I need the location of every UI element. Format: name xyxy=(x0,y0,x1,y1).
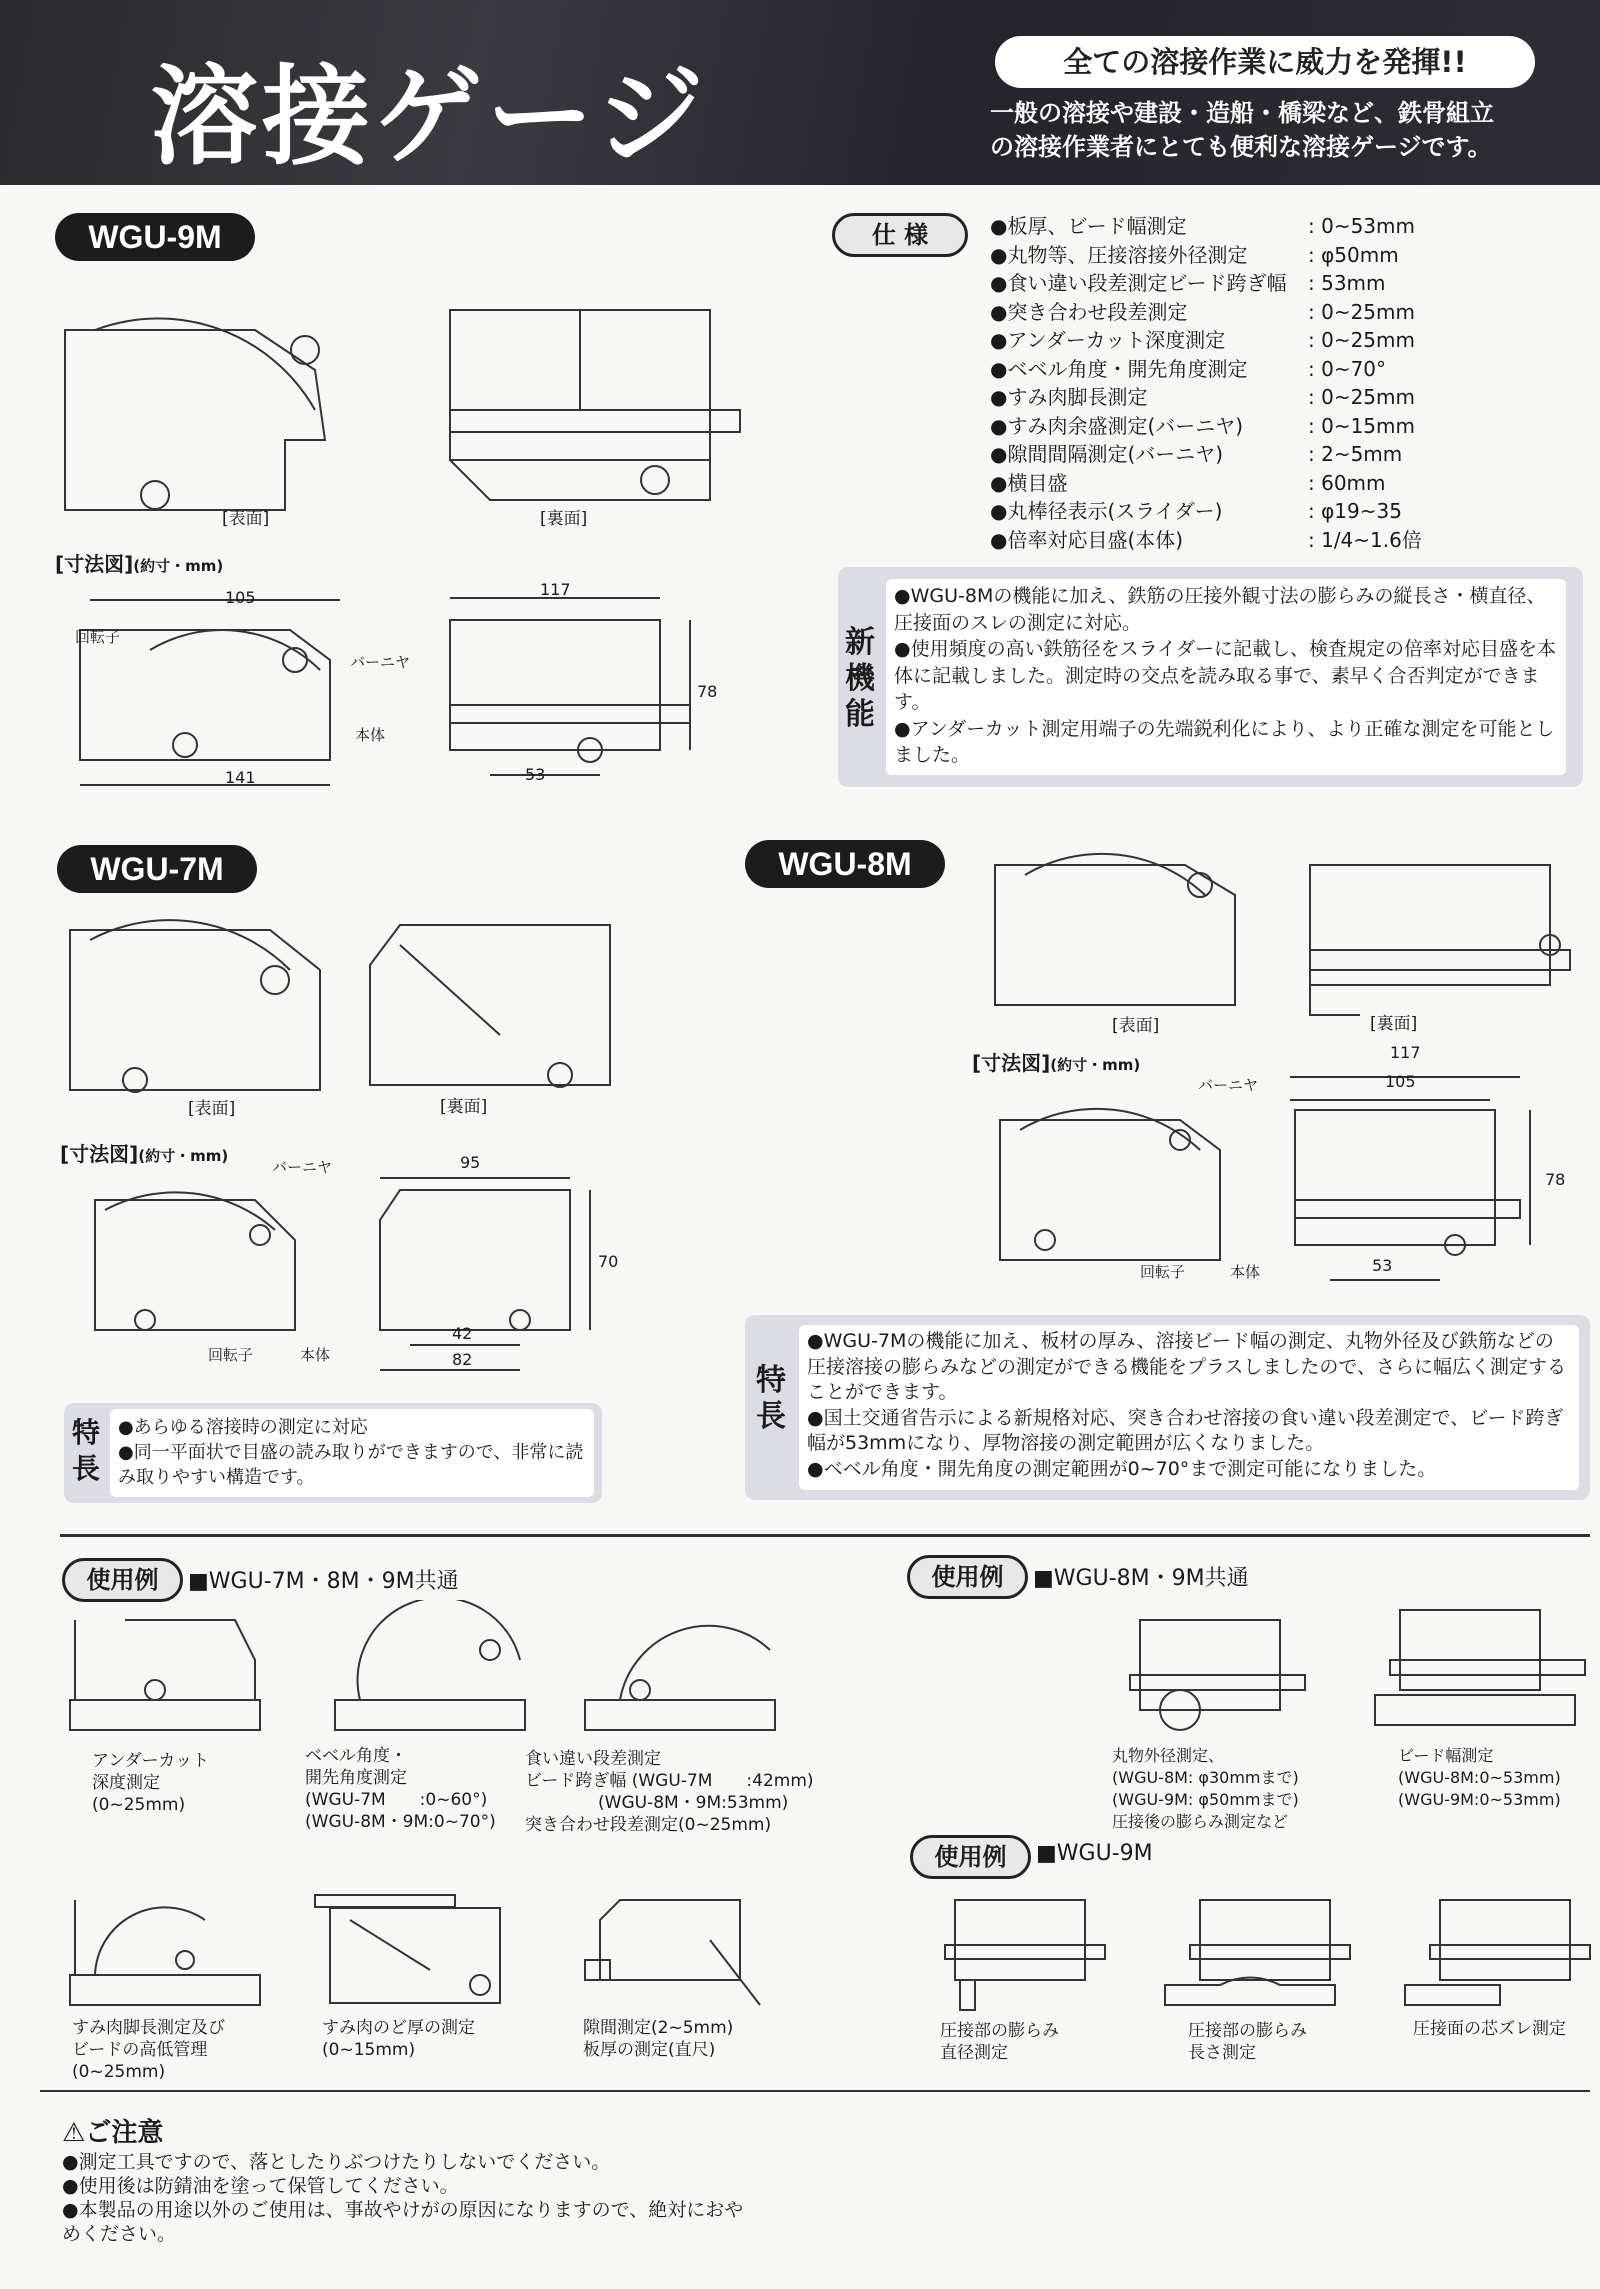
dim-height: 70 xyxy=(598,1252,619,1271)
usage-9m-title: 使用例 xyxy=(910,1835,1031,1879)
wgu9m-front-photo xyxy=(55,290,365,520)
wgu7m-front-photo xyxy=(60,910,330,1110)
caption-line: 深度測定 xyxy=(92,1773,160,1793)
spec-value: : 60mm xyxy=(1308,470,1386,495)
caption-line: (WGU-8M・9M:0~70°) xyxy=(305,1812,496,1832)
wgu9m-back-photo xyxy=(430,290,750,510)
part-rotor: 回転子 xyxy=(208,1346,254,1364)
caption-line: 直径測定 xyxy=(940,2043,1008,2063)
feature-item: ● あらゆる溶接時の測定に対応 xyxy=(118,1415,586,1440)
dim-outer-width: 117 xyxy=(1390,1043,1421,1062)
caution-list xyxy=(62,2150,762,2246)
dim-bottom: 53 xyxy=(1372,1256,1393,1275)
tagline: 全ての溶接作業に威力を発揮!! xyxy=(995,36,1535,88)
part-body: 本体 xyxy=(1230,1263,1261,1281)
feature-item: ● WGU-7Mの機能に加え、板材の厚み、溶接ビード幅の測定、丸物外径及び鉄筋などの圧接溶接の膨らみなどの測定ができる機能をプラスしましたので、さらに幅広く測定することができます。 xyxy=(807,1329,1571,1406)
part-vernier: バーニヤ xyxy=(1198,1076,1259,1094)
usage-9m-scope: ■WGU-9M xyxy=(1036,1841,1153,1866)
wgu9m-back-label: [裏面] xyxy=(540,509,588,529)
spec-label: ● 食い違い段差測定ビード跨ぎ幅 xyxy=(990,269,1308,298)
description-line: 一般の溶接や建設・造船・橋梁など、鉄骨組立 xyxy=(990,99,1494,127)
spec-row xyxy=(990,241,1422,270)
caption-line: ビード跨ぎ幅 (WGU-7M :42mm) xyxy=(525,1771,814,1791)
part-body: 本体 xyxy=(300,1346,331,1364)
caution-item: ● 使用後は防錆油を塗って保管してください。 xyxy=(62,2174,762,2198)
dim-width-bottom: 141 xyxy=(225,768,256,787)
features-title: 特長 xyxy=(71,1416,100,1485)
spec-label: ● 丸物等、圧接溶接外径測定 xyxy=(990,241,1308,270)
spec-value: : 0~15mm xyxy=(1308,413,1415,438)
spec-label: ● 突き合わせ段差測定 xyxy=(990,298,1308,327)
dim-title: [寸法図] xyxy=(55,552,134,576)
usage-caption xyxy=(322,2017,475,2061)
usage-gap-illustration xyxy=(580,1890,780,2010)
spec-value: : 0~25mm xyxy=(1308,299,1415,324)
spec-value: : 0~70° xyxy=(1308,356,1387,381)
spec-label: ● すみ肉余盛測定(バーニヤ) xyxy=(990,412,1308,441)
wgu8m-back-drawing xyxy=(1290,1065,1540,1295)
spec-row xyxy=(990,326,1422,355)
spec-row xyxy=(990,440,1422,469)
spec-label: ● 横目盛 xyxy=(990,469,1308,498)
spec-value: : 0~53mm xyxy=(1308,214,1415,238)
divider xyxy=(40,2090,1590,2092)
caption-line: 圧接面の芯ズレ測定 xyxy=(1413,2019,1566,2039)
usage-caption xyxy=(1112,1745,1299,1833)
spec-row xyxy=(990,355,1422,384)
model-badge-wgu7m: WGU-7M xyxy=(57,845,257,893)
caption-line: ベベル角度・ xyxy=(305,1746,407,1766)
feature-item: ● 同一平面状で目盛の読み取りができますので、非常に読み取りやすい構造です。 xyxy=(118,1440,586,1490)
usage-bulge-length-illustration xyxy=(1160,1885,1360,2015)
spec-list xyxy=(990,212,1422,554)
usage-fillet-throat-illustration xyxy=(310,1890,510,2010)
dim-inner-bottom: 42 xyxy=(452,1324,473,1343)
spec-label: ● ベベル角度・開先角度測定 xyxy=(990,355,1308,384)
wgu9m-front-drawing xyxy=(70,590,360,790)
wgu7m-dim-title xyxy=(60,1143,228,1166)
usage-caption xyxy=(1188,2020,1307,2064)
caption-line: ビードの高低管理 xyxy=(72,2040,208,2060)
spec-label: ● 板厚、ビード幅測定 xyxy=(990,212,1308,241)
caption-line: (0~25mm) xyxy=(92,1795,186,1815)
usage-8m9m-scope: ■WGU-8M・9M共通 xyxy=(1033,1566,1249,1591)
dim-unit: (約寸・mm) xyxy=(133,557,224,575)
caption-line: (WGU-7M :0~60°) xyxy=(305,1790,488,1810)
caution-heading xyxy=(62,2112,163,2149)
caution-item: ● 本製品の用途以外のご使用は、事故やけがの原因になりますので、絶対におやめください。 xyxy=(62,2198,762,2246)
part-vernier: バーニヤ xyxy=(350,653,411,671)
wgu8m-back-photo xyxy=(1300,845,1580,1020)
divider xyxy=(60,1534,1590,1537)
caption-line: (WGU-9M: φ50mmまで) xyxy=(1112,1790,1299,1809)
usage-outer-diameter-illustration xyxy=(1110,1600,1310,1740)
new-features-box xyxy=(838,567,1583,787)
spec-value: : 53mm xyxy=(1308,271,1386,295)
feature-item: ● 国土交通省告示による新規格対応、突き合わせ溶接の食い違い段差測定で、ビード跨ぎ幅が53mmになり、厚物溶接の測定範囲が広くなりました。 xyxy=(807,1406,1571,1457)
caption-line: 開先角度測定 xyxy=(305,1768,407,1788)
usage-bulge-diameter-illustration xyxy=(915,1885,1115,2015)
model-badge-wgu8m: WGU-8M xyxy=(745,840,945,888)
caption-line: 長さ測定 xyxy=(1188,2043,1256,2063)
caption-line: (WGU-8M・9M:53mm) xyxy=(598,1793,789,1813)
dim-back-width: 117 xyxy=(540,580,571,599)
dim-title: [寸法図] xyxy=(972,1051,1051,1075)
usage-caption xyxy=(1413,2018,1566,2040)
dim-width-top: 105 xyxy=(225,588,256,607)
spec-label: ● すみ肉脚長測定 xyxy=(990,383,1308,412)
spec-row xyxy=(990,383,1422,412)
caption-line: 突き合わせ段差測定(0~25mm) xyxy=(525,1815,772,1835)
usage-caption xyxy=(72,2017,225,2083)
feature-item: ● ベベル角度・開先角度の測定範囲が0~70°まで測定可能になりました。 xyxy=(807,1457,1571,1483)
wgu8m-front-drawing xyxy=(990,1100,1240,1270)
new-features-title: 新機能 xyxy=(845,625,875,732)
caption-line: アンダーカット xyxy=(92,1751,210,1771)
usage-8m9m-title: 使用例 xyxy=(907,1555,1028,1599)
new-feature-item: ● WGU-8Mの機能に加え、鉄筋の圧接外観寸法の膨らみの縦長さ・横直径、圧接面のスレの測定に対応。 xyxy=(894,583,1558,636)
part-body: 本体 xyxy=(355,726,386,744)
spec-title: 仕 様 xyxy=(832,213,968,257)
usage-bevel-illustration xyxy=(330,1600,530,1735)
usage-undercut-illustration xyxy=(65,1600,265,1735)
spec-value: : 1/4~1.6倍 xyxy=(1308,527,1422,552)
spec-row xyxy=(990,412,1422,441)
caption-line: 食い違い段差測定 xyxy=(525,1749,661,1769)
dim-back-bottom: 53 xyxy=(525,765,546,784)
wgu7m-front-label: [表面] xyxy=(188,1099,236,1119)
usage-misalignment-illustration xyxy=(580,1600,780,1735)
wgu7m-front-drawing xyxy=(85,1180,315,1340)
dim-unit: (約寸・mm) xyxy=(138,1147,229,1165)
usage-common-title: 使用例 xyxy=(62,1558,183,1602)
spec-value: : φ50mm xyxy=(1308,242,1399,267)
spec-label: ● 隙間間隔測定(バーニヤ) xyxy=(990,440,1308,469)
caution-title: ご注意 xyxy=(85,2118,164,2148)
caption-line: 圧接後の膨らみ測定など xyxy=(1112,1812,1289,1831)
spec-value: : 0~25mm xyxy=(1308,385,1415,409)
wgu8m-back-label: [裏面] xyxy=(1370,1014,1418,1034)
usage-caption xyxy=(583,2017,733,2061)
wgu7m-features-box xyxy=(64,1403,602,1503)
wgu9m-back-drawing xyxy=(440,590,720,790)
usage-caption xyxy=(305,1745,496,1833)
wgu8m-dim-title xyxy=(972,1052,1140,1075)
caption-line: (WGU-9M:0~53mm) xyxy=(1398,1790,1561,1809)
warning-icon: ⚠ xyxy=(62,2118,86,2148)
features-title: 特長 xyxy=(756,1363,786,1434)
caption-line: (0~25mm) xyxy=(72,2062,166,2082)
dim-bottom: 82 xyxy=(452,1350,473,1369)
caption-line: ビード幅測定 xyxy=(1398,1746,1494,1765)
usage-misalignment-9m-illustration xyxy=(1400,1885,1600,2015)
dim-width: 95 xyxy=(460,1153,481,1172)
usage-common-scope: ■WGU-7M・8M・9M共通 xyxy=(188,1569,459,1594)
spec-label: ● 倍率対応目盛(本体) xyxy=(990,526,1308,555)
wgu8m-front-photo xyxy=(985,845,1255,1020)
header-description xyxy=(990,96,1560,164)
usage-bead-width-illustration xyxy=(1370,1595,1590,1735)
wgu9m-dim-title xyxy=(55,553,223,576)
caption-line: 圧接部の膨らみ xyxy=(1188,2021,1307,2041)
spec-label: ● アンダーカット深度測定 xyxy=(990,326,1308,355)
page-title: 溶接ゲージ xyxy=(150,55,708,180)
wgu7m-back-photo xyxy=(360,905,630,1105)
spec-value: : φ19~35 xyxy=(1308,499,1402,523)
spec-value: : 0~25mm xyxy=(1308,328,1415,352)
part-rotor: 回転子 xyxy=(1140,1263,1186,1281)
usage-caption xyxy=(1398,1745,1561,1811)
wgu7m-back-label: [裏面] xyxy=(440,1097,488,1117)
new-feature-item: ● 使用頻度の高い鉄筋径をスライダーに記載し、検査規定の倍率対応目盛を本体に記載しました。測定時の交点を読み取る事で、素早く合否判定ができます。 xyxy=(894,636,1558,716)
description-line: の溶接作業者にとても便利な溶接ゲージです。 xyxy=(990,133,1492,161)
spec-row xyxy=(990,298,1422,327)
spec-row xyxy=(990,497,1422,526)
wgu8m-front-label: [表面] xyxy=(1112,1016,1160,1036)
wgu8m-features-box xyxy=(745,1315,1590,1500)
spec-row xyxy=(990,269,1422,298)
spec-row xyxy=(990,212,1422,241)
wgu7m-back-drawing xyxy=(370,1170,610,1380)
usage-caption xyxy=(940,2020,1059,2064)
spec-label: ● 丸棒径表示(スライダー) xyxy=(990,497,1308,526)
spec-value: : 2~5mm xyxy=(1308,442,1403,466)
model-badge-wgu9m: WGU-9M xyxy=(55,213,255,261)
wgu9m-front-label: [表面] xyxy=(222,509,270,529)
usage-caption xyxy=(92,1750,209,1816)
caption-line: (WGU-8M: φ30mmまで) xyxy=(1112,1768,1299,1787)
usage-caption xyxy=(525,1748,814,1836)
part-rotor: 回転子 xyxy=(75,628,121,646)
usage-fillet-leg-illustration xyxy=(65,1890,265,2010)
caption-line: 隙間測定(2~5mm) xyxy=(583,2018,734,2038)
caption-line: 圧接部の膨らみ xyxy=(940,2021,1059,2041)
dim-inner-width: 105 xyxy=(1385,1072,1416,1091)
dim-unit: (約寸・mm) xyxy=(1050,1056,1141,1074)
dim-back-height: 78 xyxy=(697,682,718,701)
new-feature-item: ● アンダーカット測定用端子の先端鋭利化により、より正確な測定を可能としました。 xyxy=(894,716,1558,769)
caption-line: すみ肉脚長測定及び xyxy=(72,2018,225,2038)
spec-row xyxy=(990,526,1422,555)
caption-line: (WGU-8M:0~53mm) xyxy=(1398,1768,1561,1787)
caption-line: 丸物外径測定、 xyxy=(1112,1746,1225,1765)
dim-title: [寸法図] xyxy=(60,1142,139,1166)
caption-line: すみ肉のど厚の測定 xyxy=(322,2018,475,2038)
dim-height: 78 xyxy=(1545,1170,1566,1189)
caption-line: 板厚の測定(直尺) xyxy=(583,2040,716,2060)
caution-item: ● 測定工具ですので、落としたりぶつけたりしないでください。 xyxy=(62,2150,762,2174)
spec-row xyxy=(990,469,1422,498)
part-vernier: バーニヤ xyxy=(272,1158,333,1176)
caption-line: (0~15mm) xyxy=(322,2040,416,2060)
